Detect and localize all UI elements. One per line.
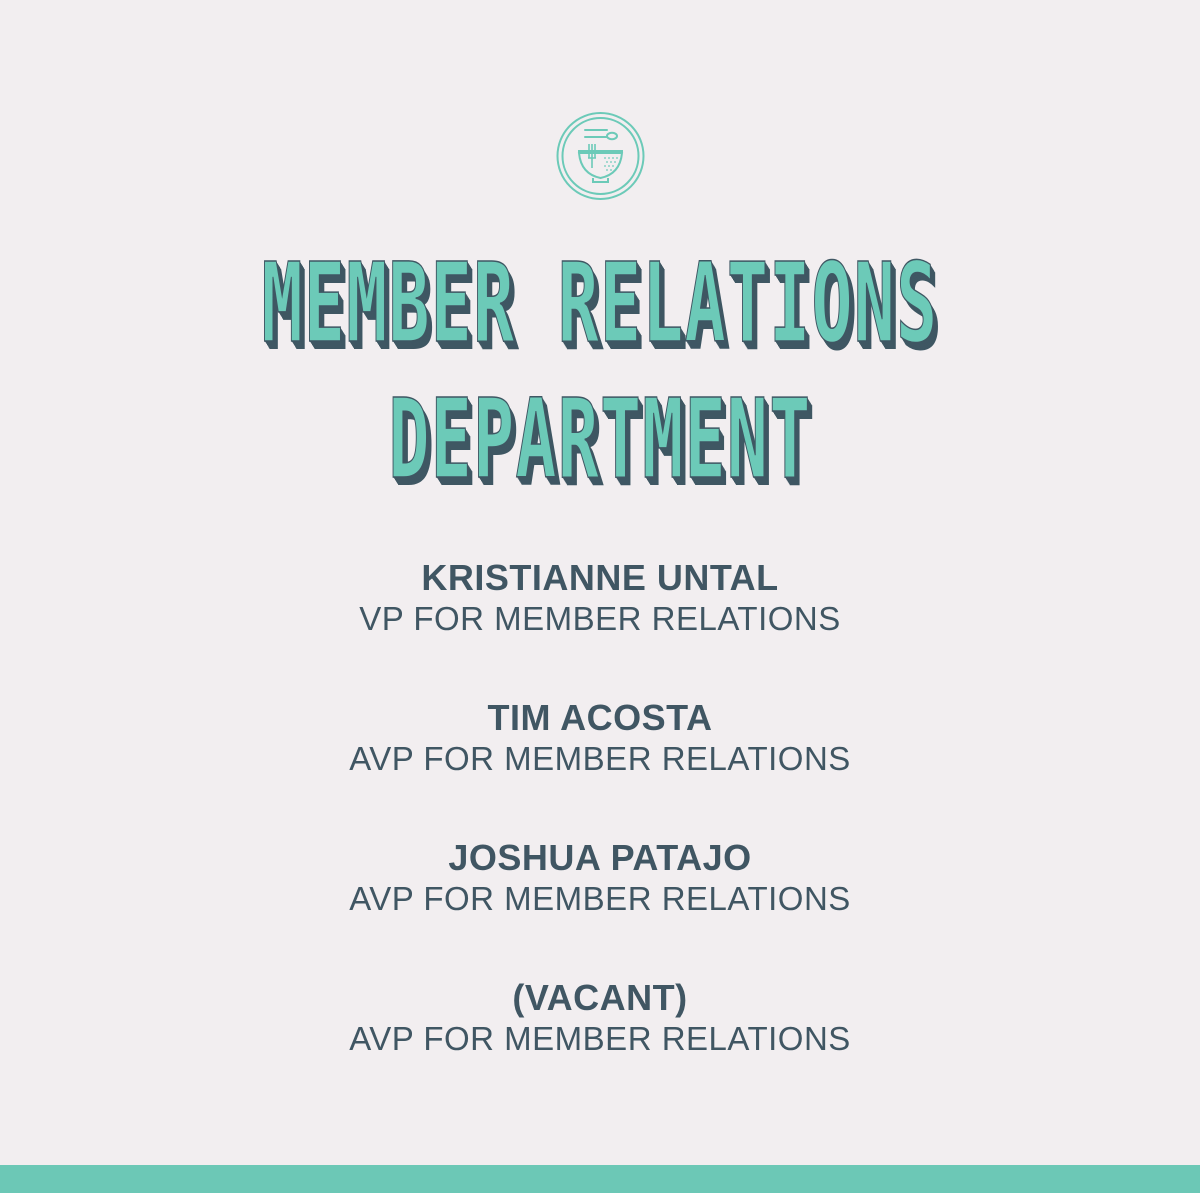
list-item (0, 556, 1200, 696)
member-name: JOSHUA PATAJO (448, 837, 752, 878)
member-name: KRISTIANNE UNTAL (421, 557, 779, 598)
bottom-accent-bar (0, 1165, 1200, 1193)
list-item (0, 836, 1200, 976)
member-role: AVP FOR MEMBER RELATIONS (349, 880, 851, 917)
bowl-spoon-fork-icon (555, 96, 646, 216)
member-role: AVP FOR MEMBER RELATIONS (349, 1020, 851, 1057)
list-item (0, 696, 1200, 836)
member-role: AVP FOR MEMBER RELATIONS (349, 740, 851, 777)
member-role: VP FOR MEMBER RELATIONS (359, 600, 841, 637)
member-name: TIM ACOSTA (487, 697, 713, 738)
member-name: (VACANT) (512, 977, 688, 1018)
member-list (0, 556, 1200, 1116)
page-title-line-2: DEPARTMENT (388, 375, 812, 503)
list-item (0, 976, 1200, 1116)
page-title-line-1: MEMBER RELATIONS (261, 239, 939, 367)
